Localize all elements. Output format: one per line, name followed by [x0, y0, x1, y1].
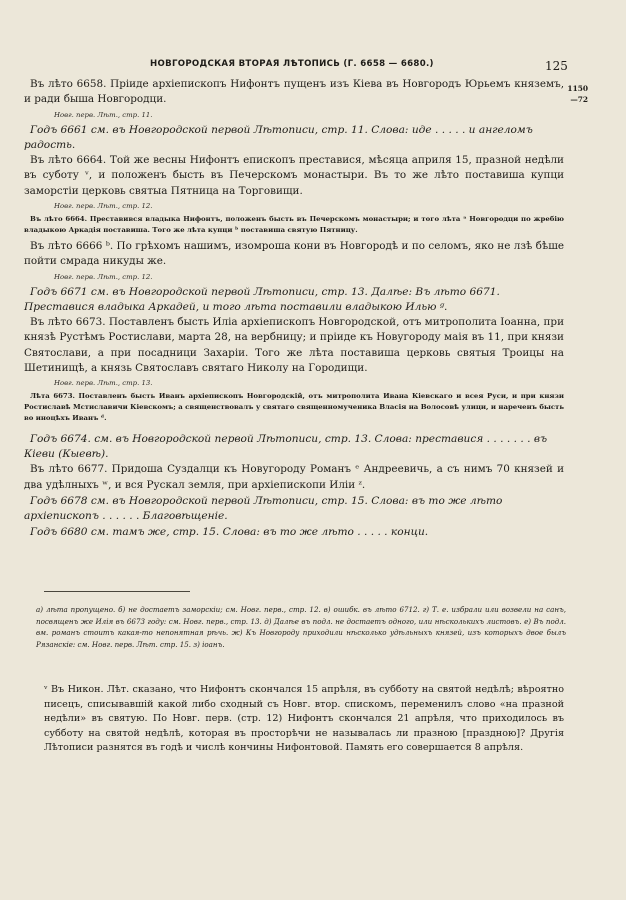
- entry-6658: Въ лѣто 6658. Пріиде архіепископъ Нифонтъ пущенъ изъ Кіева въ Новгородъ Юрьемъ княземъ, и ради быша Новгородци.: [24, 78, 564, 106]
- year-reference-6680: Годъ 6680 см. тамъ же, стр. 15. Слова: въ то же лѣто . . . . . конци.: [30, 526, 429, 539]
- margin-year-start: 1150: [567, 84, 588, 93]
- year-reference-6661: Годъ 6661 см. въ Новгородской первой Лѣтописи, стр. 11. Слова: иде . . . . . и ангеломъ радость.: [24, 123, 533, 151]
- entry-6666: Въ лѣто 6666 ᵇ. По грѣхомъ нашимъ, изомроша кони въ Новгородѣ и по селомъ, яко не лзѣ бѣше пойти смрада никуды же.: [24, 240, 564, 268]
- footnote-divider: [44, 591, 190, 592]
- entry-6677: Въ лѣто 6677. Придоша Суздалци къ Новугороду Романъ ᵉ Андреевичь, а съ нимъ 70 князей и два удѣлныхъ ʷ, и вся Рускал земля, при архіепископи Иліи ᶻ.: [24, 463, 564, 491]
- margin-year-end: —72: [570, 94, 588, 104]
- year-reference-6678: Годъ 6678 см. въ Новгородской первой Лѣтописи, стр. 15. Слова: въ то же лѣто архіепископъ . . . . . . Благовѣщеніе.: [24, 495, 503, 523]
- year-reference-6674: Годъ 6674. см. въ Новгородской первой Лѣтописи, стр. 13. Слова: преставися . . . . . . . въ Кіеви (Кыевѣ).: [24, 433, 548, 461]
- footnotes: а) лѣта пропущено. б) не достаетъ заморскіи; см. Новг. перв., стр. 12. в) ошибк. въ лѣто 6712. г) Т. е. избрали или возвели на санъ, посвященъ же Илія въ 6673 году: см. Новг. перв., стр. 13. д) Далѣе въ подл. не достаетъ одного, или нѣсколькихъ листовъ. е) Въ подл. вм. романъ стоитъ какая-то непонятная рѣчь. ж) Къ Новгороду приходили нѣсколько удѣльныхъ князей, изъ которыхъ двое былъ Рязанскіе: см. Новг. перв. Лѣт. стр. 15. з) іоанъ.: [36, 605, 566, 649]
- source-ref: Новг. перв. Лѣт., стр. 12.: [54, 202, 153, 211]
- page-number: 125: [545, 59, 568, 73]
- running-header: НОВГОРОДСКАЯ ВТОРАЯ ЛѢТОПИСЬ (Г. 6658 — 6680.): [150, 59, 434, 69]
- source-ref: Новг. перв. Лѣт., стр. 11.: [54, 110, 153, 119]
- year-reference-6671: Годъ 6671 см. въ Новгородской первой Лѣтописи, стр. 13. Далѣе: Въ лѣто 6671. Преставися владыка Аркадей, и того лѣта поставили владыкою Илью ᵍ.: [24, 285, 500, 313]
- parallel-text-6664: Въ лѣто 6664. Преставився владыка Нифонтъ, положенъ бысть въ Печерскомъ монастыри; и того лѣта ᵃ Новгородци по жребію владыкою Аркадія поставиша. Того же лѣта купци ᵇ поставиша святую Пятницу.: [24, 215, 564, 235]
- source-ref: Новг. перв. Лѣт., стр. 13.: [54, 379, 153, 388]
- source-ref: Новг. перв. Лѣт., стр. 12.: [54, 272, 153, 281]
- margin-years: [566, 84, 588, 105]
- chronicle-body: [24, 77, 564, 540]
- entry-6664: Въ лѣто 6664. Той же весны Нифонтъ епископъ преставися, мѣсяца априля 15, празной недѣли въ суботу ᵛ, и положенъ бысть въ Печерскомъ монастыри. Въ то же лѣто поставиша купци заморстіи церковь святыа Пятница на Торговищи.: [24, 153, 564, 197]
- parallel-text-6673: Лѣта 6673. Поставленъ бысть Иванъ архіепископъ Новгородскій, отъ митрополита Ивана Кіевскаго и всея Руси, и при князи Ростиславѣ Мстиславичи Кіевскомъ; а священствовалъ у святаго священномученика Власія на Волосовѣ улици, и нареченъ бысть во иноцѣхъ Иванъ ᵈ.: [24, 392, 564, 423]
- commentary-footnote: ᵛ Въ Никон. Лѣт. сказано, что Нифонтъ скончался 15 апрѣля, въ субботу на святой недѣлѣ; вѣроятно писецъ, списывавшій какой либо сходный съ Новг. втор. спискомъ, переменилъ слово «на празной недѣли» въ святую. По Новг. перв. (стр. 12) Нифонтъ скончался 21 апрѣля, что приходилось въ субботу на святой недѣлѣ, которая въ просторѣчи не называлась ли празною [праздною]? Другія Лѣтописи разнятся въ годѣ и числѣ кончины Нифонтовой. Память его совершается 8 апрѣля.: [44, 684, 564, 754]
- entry-6673: Въ лѣто 6673. Поставленъ бысть Иліа архіепископъ Новгородской, отъ митрополита Іоанна, при князѣ Рустѣмъ Ростислави, марта 28, на вербницу; и пріиде къ Новугороду маія въ 11, при князи Святослави, а при посадници Захаріи. Того же лѣта поставиша церковь святыя Троицы на Шетинищѣ, а князь Святославъ святаго Николу на Городищи.: [24, 315, 564, 375]
